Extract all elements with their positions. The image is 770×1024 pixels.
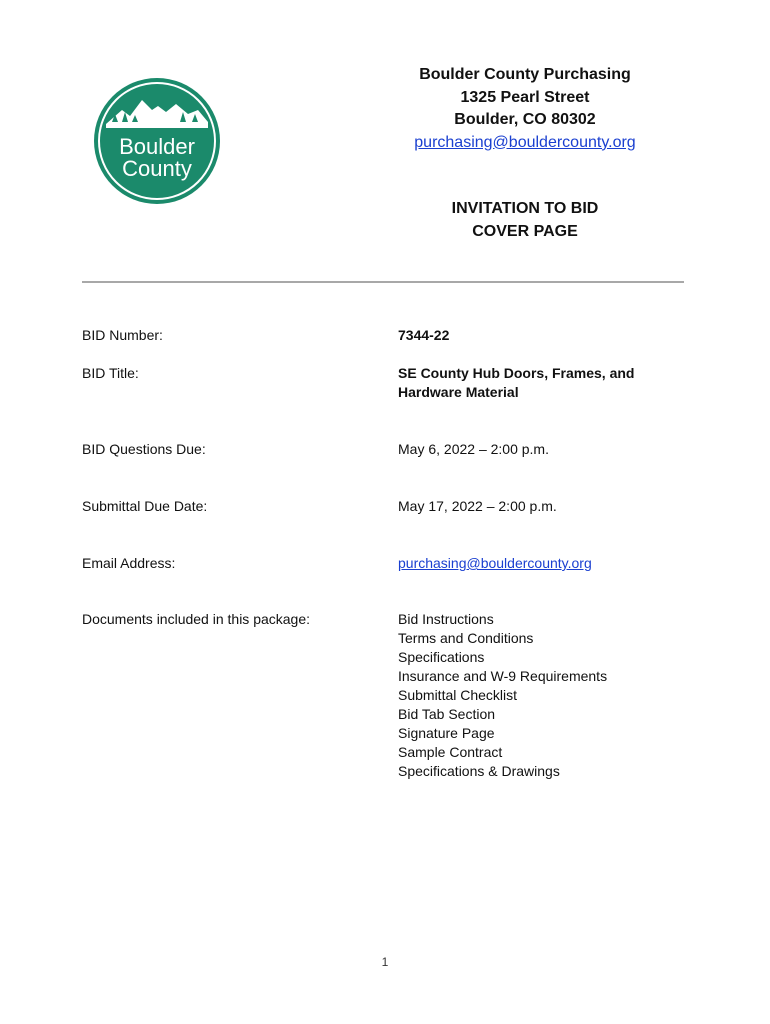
city-state-zip: Boulder, CO 80302 (454, 111, 596, 128)
street-address: 1325 Pearl Street (460, 88, 590, 106)
questions-due-label: BID Questions Due: (82, 441, 206, 457)
list-item: Bid Tab Section (398, 706, 496, 722)
list-item: Specifications & Drawings (398, 763, 560, 779)
header-email-link[interactable]: purchasing@bouldercounty.org (414, 133, 636, 151)
bid-number-label: BID Number: (82, 327, 163, 343)
logo-text-line1: Boulder (119, 134, 195, 159)
page-number: 1 (381, 955, 389, 969)
list-item: Insurance and W-9 Requirements (398, 668, 608, 684)
title-line-2: COVER PAGE (472, 222, 578, 240)
documents-label: Documents included in this package: (82, 611, 311, 627)
bid-title-value-line2: Hardware Material (398, 384, 519, 400)
title-line-1: INVITATION TO BID (451, 200, 599, 217)
list-item: Submittal Checklist (398, 687, 518, 703)
list-item: Sample Contract (398, 744, 503, 760)
bid-title-label: BID Title: (82, 365, 139, 381)
documents-list (398, 610, 607, 781)
list-item: Terms and Conditions (398, 630, 534, 646)
section-divider (82, 281, 684, 283)
documents-list-container (398, 610, 607, 781)
bid-number-value: 7344-22 (398, 327, 450, 343)
list-item: Specifications (398, 649, 485, 665)
logo-emblem-icon (92, 76, 222, 206)
submittal-due-label: Submittal Due Date: (82, 498, 208, 514)
bid-title-value (398, 364, 634, 402)
bid-title-value-line1: SE County Hub Doors, Frames, and (398, 365, 635, 381)
email-address-link[interactable]: purchasing@bouldercounty.org (398, 555, 592, 571)
questions-due-value: May 6, 2022 – 2:00 p.m. (398, 441, 549, 457)
email-address-label: Email Address: (82, 555, 176, 571)
org-name: Boulder County Purchasing (419, 66, 631, 83)
logo-text-line2: County (122, 156, 192, 181)
list-item: Signature Page (398, 725, 495, 741)
submittal-due-value: May 17, 2022 – 2:00 p.m. (398, 498, 557, 514)
purchasing-address-block (380, 64, 670, 154)
boulder-county-logo (92, 76, 222, 206)
document-title (380, 198, 670, 243)
list-item: Bid Instructions (398, 611, 494, 627)
